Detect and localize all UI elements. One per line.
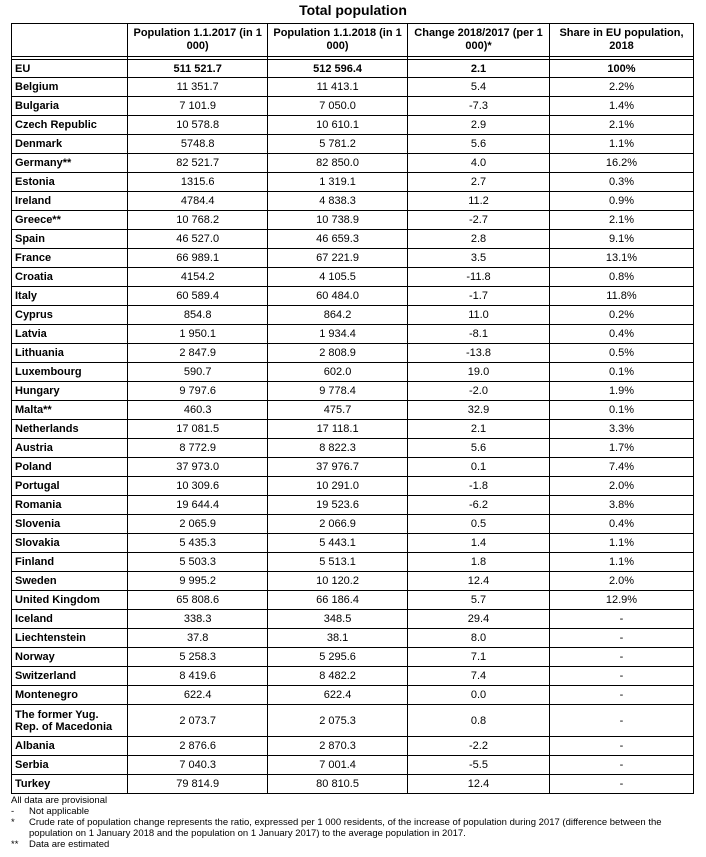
eu-change: 2.1 bbox=[408, 60, 550, 78]
change-rate: -7.3 bbox=[408, 97, 550, 116]
header-country bbox=[12, 24, 128, 57]
table-row bbox=[12, 363, 694, 382]
change-rate: -11.8 bbox=[408, 268, 550, 287]
eu-share: 0.4% bbox=[549, 325, 693, 344]
eu-share: - bbox=[549, 705, 693, 737]
candidates-group bbox=[12, 686, 694, 794]
change-rate: 7.4 bbox=[408, 667, 550, 686]
eu-share: 7.4% bbox=[549, 458, 693, 477]
change-rate: 19.0 bbox=[408, 363, 550, 382]
eu-pop-2018: 512 596.4 bbox=[268, 60, 408, 78]
table-row bbox=[12, 344, 694, 363]
pop-2017: 7 040.3 bbox=[128, 756, 268, 775]
change-rate: -2.7 bbox=[408, 211, 550, 230]
pop-2018: 2 808.9 bbox=[268, 344, 408, 363]
change-rate: 2.7 bbox=[408, 173, 550, 192]
country-name: The former Yug. Rep. of Macedonia bbox=[12, 705, 128, 737]
table-row bbox=[12, 534, 694, 553]
note-text: Data are estimated bbox=[29, 839, 110, 850]
note-symbol: * bbox=[11, 817, 15, 828]
pop-2017: 5 435.3 bbox=[128, 534, 268, 553]
header-change: Change 2018/2017 (per 1 000)* bbox=[408, 24, 550, 57]
change-rate: -13.8 bbox=[408, 344, 550, 363]
pop-2018: 80 810.5 bbox=[268, 775, 408, 794]
pop-2017: 10 309.6 bbox=[128, 477, 268, 496]
change-rate: 0.5 bbox=[408, 515, 550, 534]
eu-label: EU bbox=[12, 60, 128, 78]
table-row bbox=[12, 648, 694, 667]
country-name: Czech Republic bbox=[12, 116, 128, 135]
country-name: Iceland bbox=[12, 610, 128, 629]
table-row bbox=[12, 306, 694, 325]
eu-share: - bbox=[549, 629, 693, 648]
pop-2018: 5 781.2 bbox=[268, 135, 408, 154]
table-row bbox=[12, 249, 694, 268]
pop-2017: 10 578.8 bbox=[128, 116, 268, 135]
eu-share: 0.2% bbox=[549, 306, 693, 325]
pop-2017: 4154.2 bbox=[128, 268, 268, 287]
country-name: Croatia bbox=[12, 268, 128, 287]
table-row bbox=[12, 775, 694, 794]
note-text: Crude rate of population change represents the ratio, expressed per 1 000 residents, of the increase of population during 2017 (difference between the population on 1 January 2018 and the population on 1 January 2017) to the average population in 2017. bbox=[29, 817, 662, 839]
country-name: Serbia bbox=[12, 756, 128, 775]
table-row bbox=[12, 420, 694, 439]
change-rate: 0.0 bbox=[408, 686, 550, 705]
change-rate: 11.0 bbox=[408, 306, 550, 325]
eu-share: 0.5% bbox=[549, 344, 693, 363]
eu-share: 0.8% bbox=[549, 268, 693, 287]
pop-2017: 5 258.3 bbox=[128, 648, 268, 667]
change-rate: -5.5 bbox=[408, 756, 550, 775]
eu-share: - bbox=[549, 737, 693, 756]
pop-2018: 602.0 bbox=[268, 363, 408, 382]
change-rate: 11.2 bbox=[408, 192, 550, 211]
pop-2017: 19 644.4 bbox=[128, 496, 268, 515]
change-rate: -2.0 bbox=[408, 382, 550, 401]
pop-2018: 622.4 bbox=[268, 686, 408, 705]
change-rate: 29.4 bbox=[408, 610, 550, 629]
pop-2018: 66 186.4 bbox=[268, 591, 408, 610]
pop-2018: 348.5 bbox=[268, 610, 408, 629]
table-row bbox=[12, 116, 694, 135]
change-rate: 32.9 bbox=[408, 401, 550, 420]
pop-2017: 2 073.7 bbox=[128, 705, 268, 737]
change-rate: 7.1 bbox=[408, 648, 550, 667]
eu-share: 0.4% bbox=[549, 515, 693, 534]
change-rate: 2.9 bbox=[408, 116, 550, 135]
country-name: Lithuania bbox=[12, 344, 128, 363]
table-row bbox=[12, 230, 694, 249]
table-header-row bbox=[12, 24, 694, 57]
country-name: Liechtenstein bbox=[12, 629, 128, 648]
change-rate: 12.4 bbox=[408, 775, 550, 794]
country-name: Greece** bbox=[12, 211, 128, 230]
country-name: Denmark bbox=[12, 135, 128, 154]
table-row bbox=[12, 629, 694, 648]
table-row bbox=[12, 705, 694, 737]
pop-2018: 37 976.7 bbox=[268, 458, 408, 477]
table-row bbox=[12, 135, 694, 154]
pop-2018: 82 850.0 bbox=[268, 154, 408, 173]
eu-share: 2.2% bbox=[549, 78, 693, 97]
header-share: Share in EU population, 2018 bbox=[549, 24, 693, 57]
pop-2018: 10 291.0 bbox=[268, 477, 408, 496]
country-name: Austria bbox=[12, 439, 128, 458]
country-name: Latvia bbox=[12, 325, 128, 344]
pop-2018: 1 934.4 bbox=[268, 325, 408, 344]
table-row bbox=[12, 325, 694, 344]
country-name: Italy bbox=[12, 287, 128, 306]
pop-2018: 19 523.6 bbox=[268, 496, 408, 515]
pop-2017: 2 876.6 bbox=[128, 737, 268, 756]
pop-2018: 2 870.3 bbox=[268, 737, 408, 756]
table-row bbox=[12, 610, 694, 629]
country-name: Romania bbox=[12, 496, 128, 515]
table-row bbox=[12, 515, 694, 534]
country-name: Cyprus bbox=[12, 306, 128, 325]
country-name: Poland bbox=[12, 458, 128, 477]
eu-group bbox=[12, 57, 694, 78]
country-name: Hungary bbox=[12, 382, 128, 401]
population-table bbox=[11, 23, 694, 794]
eu-share: 3.8% bbox=[549, 496, 693, 515]
pop-2017: 1 950.1 bbox=[128, 325, 268, 344]
change-rate: 1.4 bbox=[408, 534, 550, 553]
eu-share: 1.9% bbox=[549, 382, 693, 401]
pop-2018: 38.1 bbox=[268, 629, 408, 648]
table-row bbox=[12, 667, 694, 686]
eu-share: - bbox=[549, 648, 693, 667]
note-provisional: All data are provisional bbox=[11, 795, 108, 806]
change-rate: 3.5 bbox=[408, 249, 550, 268]
country-name: Finland bbox=[12, 553, 128, 572]
pop-2017: 5748.8 bbox=[128, 135, 268, 154]
table-row bbox=[12, 591, 694, 610]
pop-2018: 2 066.9 bbox=[268, 515, 408, 534]
eu-share: 100% bbox=[549, 60, 693, 78]
note-symbol: - bbox=[11, 806, 15, 817]
table-row bbox=[12, 97, 694, 116]
country-name: Sweden bbox=[12, 572, 128, 591]
eu-pop-2017: 511 521.7 bbox=[128, 60, 268, 78]
country-name: Turkey bbox=[12, 775, 128, 794]
table-row bbox=[12, 173, 694, 192]
pop-2018: 11 413.1 bbox=[268, 78, 408, 97]
country-name: France bbox=[12, 249, 128, 268]
pop-2017: 854.8 bbox=[128, 306, 268, 325]
eu-share: 2.1% bbox=[549, 211, 693, 230]
eu-share: 11.8% bbox=[549, 287, 693, 306]
pop-2018: 17 118.1 bbox=[268, 420, 408, 439]
eu-share: 16.2% bbox=[549, 154, 693, 173]
eu-share: 9.1% bbox=[549, 230, 693, 249]
table-row bbox=[12, 401, 694, 420]
pop-2017: 5 503.3 bbox=[128, 553, 268, 572]
country-name: Switzerland bbox=[12, 667, 128, 686]
eu-share: 2.0% bbox=[549, 477, 693, 496]
pop-2018: 7 001.4 bbox=[268, 756, 408, 775]
eu-share: 1.1% bbox=[549, 135, 693, 154]
pop-2018: 5 443.1 bbox=[268, 534, 408, 553]
pop-2018: 10 610.1 bbox=[268, 116, 408, 135]
change-rate: 5.6 bbox=[408, 439, 550, 458]
country-name: Norway bbox=[12, 648, 128, 667]
table-row bbox=[12, 211, 694, 230]
pop-2018: 5 295.6 bbox=[268, 648, 408, 667]
change-rate: 4.0 bbox=[408, 154, 550, 173]
eu-share: - bbox=[549, 686, 693, 705]
pop-2017: 2 065.9 bbox=[128, 515, 268, 534]
pop-2017: 2 847.9 bbox=[128, 344, 268, 363]
pop-2017: 622.4 bbox=[128, 686, 268, 705]
table-row bbox=[12, 268, 694, 287]
pop-2018: 60 484.0 bbox=[268, 287, 408, 306]
table-row bbox=[12, 572, 694, 591]
eu-share: 0.1% bbox=[549, 363, 693, 382]
eu-share: - bbox=[549, 756, 693, 775]
change-rate: 0.8 bbox=[408, 705, 550, 737]
eu-share: 1.7% bbox=[549, 439, 693, 458]
table-row bbox=[12, 686, 694, 705]
pop-2017: 66 989.1 bbox=[128, 249, 268, 268]
note-line bbox=[11, 817, 701, 839]
pop-2018: 7 050.0 bbox=[268, 97, 408, 116]
pop-2018: 2 075.3 bbox=[268, 705, 408, 737]
pop-2018: 4 838.3 bbox=[268, 192, 408, 211]
change-rate: 5.4 bbox=[408, 78, 550, 97]
footnotes bbox=[11, 795, 701, 850]
eu-share: 1.4% bbox=[549, 97, 693, 116]
eu-share: 12.9% bbox=[549, 591, 693, 610]
table-row bbox=[12, 192, 694, 211]
country-name: Bulgaria bbox=[12, 97, 128, 116]
pop-2017: 4784.4 bbox=[128, 192, 268, 211]
note-line bbox=[11, 806, 701, 817]
pop-2017: 8 419.6 bbox=[128, 667, 268, 686]
pop-2018: 46 659.3 bbox=[268, 230, 408, 249]
country-name: Germany** bbox=[12, 154, 128, 173]
table-row bbox=[12, 287, 694, 306]
table-row bbox=[12, 737, 694, 756]
change-rate: 5.7 bbox=[408, 591, 550, 610]
pop-2018: 9 778.4 bbox=[268, 382, 408, 401]
eu-share: 1.1% bbox=[549, 534, 693, 553]
pop-2017: 9 797.6 bbox=[128, 382, 268, 401]
country-name: Netherlands bbox=[12, 420, 128, 439]
pop-2017: 37 973.0 bbox=[128, 458, 268, 477]
change-rate: -2.2 bbox=[408, 737, 550, 756]
table-row bbox=[12, 553, 694, 572]
pop-2017: 11 351.7 bbox=[128, 78, 268, 97]
eu-share: 2.0% bbox=[549, 572, 693, 591]
pop-2017: 37.8 bbox=[128, 629, 268, 648]
change-rate: -6.2 bbox=[408, 496, 550, 515]
eu-share: - bbox=[549, 610, 693, 629]
header-pop-2018: Population 1.1.2018 (in 1 000) bbox=[268, 24, 408, 57]
eu-share: 0.1% bbox=[549, 401, 693, 420]
table-row bbox=[12, 78, 694, 97]
pop-2017: 1315.6 bbox=[128, 173, 268, 192]
country-name: Luxembourg bbox=[12, 363, 128, 382]
country-name: Ireland bbox=[12, 192, 128, 211]
country-name: Portugal bbox=[12, 477, 128, 496]
country-name: Estonia bbox=[12, 173, 128, 192]
country-name: Slovenia bbox=[12, 515, 128, 534]
pop-2018: 67 221.9 bbox=[268, 249, 408, 268]
eu-share: - bbox=[549, 775, 693, 794]
change-rate: -1.8 bbox=[408, 477, 550, 496]
pop-2018: 1 319.1 bbox=[268, 173, 408, 192]
pop-2017: 10 768.2 bbox=[128, 211, 268, 230]
table-row bbox=[12, 382, 694, 401]
pop-2018: 475.7 bbox=[268, 401, 408, 420]
table-row bbox=[12, 756, 694, 775]
pop-2017: 460.3 bbox=[128, 401, 268, 420]
change-rate: 5.6 bbox=[408, 135, 550, 154]
country-name: Slovakia bbox=[12, 534, 128, 553]
country-name: Montenegro bbox=[12, 686, 128, 705]
eu-total-row bbox=[12, 60, 694, 78]
pop-2017: 79 814.9 bbox=[128, 775, 268, 794]
pop-2017: 82 521.7 bbox=[128, 154, 268, 173]
country-name: Belgium bbox=[12, 78, 128, 97]
eu-share: - bbox=[549, 667, 693, 686]
member-states-group bbox=[12, 78, 694, 610]
pop-2017: 9 995.2 bbox=[128, 572, 268, 591]
country-name: Albania bbox=[12, 737, 128, 756]
eu-share: 0.3% bbox=[549, 173, 693, 192]
eu-share: 0.9% bbox=[549, 192, 693, 211]
table-row bbox=[12, 154, 694, 173]
pop-2018: 5 513.1 bbox=[268, 553, 408, 572]
note-line bbox=[11, 839, 701, 850]
table-row bbox=[12, 477, 694, 496]
page-title: Total population bbox=[299, 2, 407, 18]
eu-share: 1.1% bbox=[549, 553, 693, 572]
change-rate: 1.8 bbox=[408, 553, 550, 572]
note-text: Not applicable bbox=[29, 806, 90, 817]
table-row bbox=[12, 496, 694, 515]
change-rate: 2.1 bbox=[408, 420, 550, 439]
pop-2018: 4 105.5 bbox=[268, 268, 408, 287]
change-rate: 2.8 bbox=[408, 230, 550, 249]
change-rate: 8.0 bbox=[408, 629, 550, 648]
table-row bbox=[12, 439, 694, 458]
pop-2017: 590.7 bbox=[128, 363, 268, 382]
pop-2017: 60 589.4 bbox=[128, 287, 268, 306]
change-rate: -1.7 bbox=[408, 287, 550, 306]
pop-2017: 46 527.0 bbox=[128, 230, 268, 249]
pop-2017: 7 101.9 bbox=[128, 97, 268, 116]
pop-2018: 8 482.2 bbox=[268, 667, 408, 686]
pop-2017: 17 081.5 bbox=[128, 420, 268, 439]
eu-share: 3.3% bbox=[549, 420, 693, 439]
pop-2017: 65 808.6 bbox=[128, 591, 268, 610]
note-symbol: ** bbox=[11, 839, 19, 850]
pop-2017: 338.3 bbox=[128, 610, 268, 629]
header-pop-2017: Population 1.1.2017 (in 1 000) bbox=[128, 24, 268, 57]
change-rate: 0.1 bbox=[408, 458, 550, 477]
country-name: Malta** bbox=[12, 401, 128, 420]
eu-share: 13.1% bbox=[549, 249, 693, 268]
efta-group bbox=[12, 610, 694, 686]
pop-2018: 10 120.2 bbox=[268, 572, 408, 591]
table-row bbox=[12, 458, 694, 477]
pop-2018: 864.2 bbox=[268, 306, 408, 325]
country-name: Spain bbox=[12, 230, 128, 249]
country-name: United Kingdom bbox=[12, 591, 128, 610]
eu-share: 2.1% bbox=[549, 116, 693, 135]
change-rate: -8.1 bbox=[408, 325, 550, 344]
pop-2017: 8 772.9 bbox=[128, 439, 268, 458]
change-rate: 12.4 bbox=[408, 572, 550, 591]
pop-2018: 8 822.3 bbox=[268, 439, 408, 458]
pop-2018: 10 738.9 bbox=[268, 211, 408, 230]
